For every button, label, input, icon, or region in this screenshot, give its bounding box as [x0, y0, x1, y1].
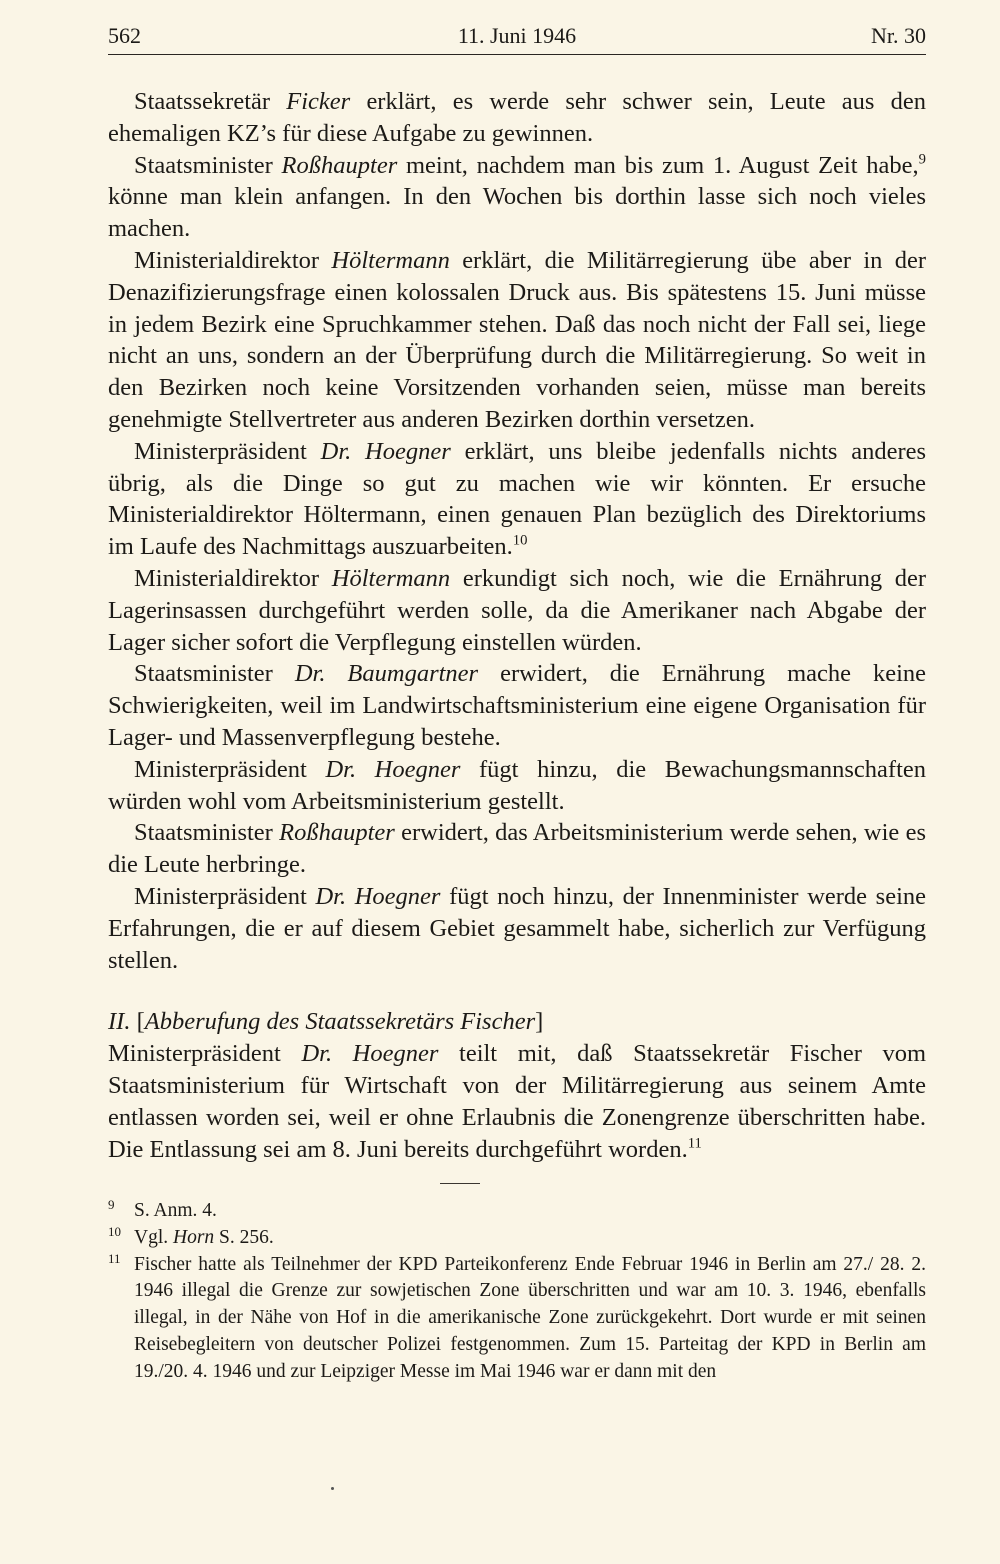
section-heading: II. [Abberufung des Staatssekretärs Fischer]: [108, 1008, 544, 1036]
footnote-text: Fischer hatte als Teilnehmer der KPD Parteikonferenz Ende Februar 1946 in Berlin am 27./ 28. 2. 1946 illegal die Grenze zur sowjetischen Zone überschritten und war am 10. 3. 1946, ebenfalls illegal, in der Nähe von Hof in die amerikanische Zone zurückgekehrt. Dort wurde er mit seinen Reisebegleitern von deutscher Polizei festgenommen. Zum 15. Parteitag der KPD in Berlin am 19./20. 4. 1946 und zur Leipziger Messe im Mai 1946 war er dann mit den: [134, 1253, 926, 1382]
paragraph-text: teilt mit, daß Staatssekretär Fischer vom Staatsministerium für Wirtschaft von der Militärregierung aus seinem Amte entlassen worden sei, weil er ohne Erlaubnis die Zonengrenze überschritten habe. Die Entlassung sei am 8. Juni bereits durchgeführt worden.: [108, 1040, 927, 1163]
footnote-number: 11: [108, 1250, 121, 1266]
paragraph: [108, 817, 926, 881]
paragraph: [108, 1038, 926, 1165]
paragraph: [108, 86, 926, 150]
footnotes: [108, 1198, 926, 1386]
speaker-name: Dr. Baumgartner: [294, 660, 479, 688]
speaker-role: Ministerialdirektor: [134, 246, 320, 274]
paper-speck: [331, 1487, 334, 1490]
footnote-text: S. Anm. 4.: [134, 1200, 217, 1221]
footnote-ref[interactable]: 9: [918, 151, 926, 168]
issue-number: Nr. 30: [871, 23, 926, 48]
footnote-divider: [440, 1183, 480, 1184]
speaker-role: Ministerialdirektor: [134, 564, 320, 592]
paragraph-text: erklärt, die Militärregierung übe aber in der Denazifizierungsfrage einen kolossalen Druck aus. Bis spätestens 15. Juni müsse in jedem Bezirk eine Spruchkammer stehen. Daß das noch nicht der Fall sei, liege nicht an uns, sondern an der Überprüfung durch die Militärregierung. So weit in den Bezirken noch keine Vorsitzenden vorhanden seien, müsse man bereits genehmigte Stellvertreter aus anderen Bezirken dorthin versetzen.: [108, 246, 927, 433]
paragraph: [108, 436, 926, 563]
footnote-number: 9: [108, 1197, 115, 1212]
main-text: [108, 86, 926, 1165]
speaker-name: Höltermann: [331, 246, 450, 274]
footnote: [108, 1198, 926, 1225]
paragraph: [108, 245, 926, 436]
running-header: [108, 18, 926, 55]
speaker-role: Ministerpräsident: [134, 755, 307, 783]
paragraph-text: fügt noch hinzu, der Innenminister werde seine Erfahrungen, die er auf diesem Gebiet gesammelt habe, sicherlich zur Verfügung stellen.: [108, 882, 927, 974]
paragraph-text: könne man klein anfangen. In den Wochen bis dorthin lasse sich noch vieles machen.: [108, 183, 926, 243]
paragraph: [108, 658, 926, 753]
footnote-ref[interactable]: 10: [512, 532, 528, 549]
speaker-role: Staatsminister: [134, 151, 273, 179]
speaker-role: Ministerpräsident: [108, 1040, 281, 1068]
paragraph-text: erwidert, die Ernährung mache keine Schwierigkeiten, weil im Landwirtschaftsministerium eine eigene Organisation für Lager- und Massenverpflegung bestehe.: [108, 660, 927, 751]
speaker-name: Roßhaupter: [279, 819, 395, 847]
paragraph: [108, 563, 926, 658]
paragraph-text: erwidert, das Arbeitsministerium werde sehen, wie es die Leute herbringe.: [108, 819, 926, 879]
speaker-name: Dr. Hoegner: [301, 1040, 439, 1068]
speaker-role: Ministerpräsident: [134, 882, 307, 910]
paragraph-text: meint, nachdem man bis zum 1. August Zeit habe,: [405, 151, 919, 179]
speaker-role: Staatsminister: [134, 819, 273, 847]
speaker-name: Ficker: [286, 88, 351, 115]
paragraph-text: erklärt, uns bleibe jedenfalls nichts anderes übrig, als die Dinge so gut zu machen wie wir könnten. Er ersuche Ministerialdirektor Höltermann, einen genauen Plan bezüglich des Direktoriums im Laufe des Nachmittags auszuarbeiten.: [108, 437, 927, 561]
speaker-name: Höltermann: [331, 564, 451, 592]
section-title: Abberufung des Staatssekretärs Fischer: [144, 1008, 536, 1036]
paragraph-text: erklärt, es werde sehr schwer sein, Leute aus den ehemaligen KZ’s für diese Aufgabe zu gewinnen.: [108, 88, 927, 147]
speaker-role: Ministerpräsident: [134, 437, 307, 465]
paragraph-text: erkundigt sich noch, wie die Ernährung der Lagerinsassen durchgeführt werden solle, da die Amerikaner nach Abgabe der Lager sicher sofort die Verpflegung einstellen würden.: [108, 564, 927, 656]
speaker-name: Dr. Hoegner: [325, 755, 461, 783]
speaker-name: Dr. Hoegner: [320, 437, 451, 465]
speaker-role: Staatssekretär: [134, 88, 271, 115]
header-date: 11. Juni 1946: [457, 23, 577, 48]
footnote-ref[interactable]: 11: [687, 1134, 702, 1151]
speaker-name: Roßhaupter: [281, 151, 398, 179]
section-numeral: II.: [108, 1008, 131, 1036]
paragraph: [108, 754, 926, 818]
paragraph: [108, 881, 926, 976]
footnote-cited-author: Horn: [173, 1226, 215, 1248]
speaker-name: Dr. Hoegner: [315, 882, 441, 910]
footnote: [108, 1225, 926, 1252]
footnote-text: Vgl.: [134, 1226, 173, 1248]
paragraph: [108, 150, 926, 245]
footnote-text: S. 256.: [214, 1226, 274, 1248]
footnote: [108, 1252, 926, 1386]
page-number: 562: [108, 23, 141, 48]
footnote-number: 10: [108, 1223, 121, 1239]
paragraph-text: fügt hinzu, die Bewachungsmannschaften würden wohl vom Arbeitsministerium gestellt.: [108, 755, 927, 815]
speaker-role: Staatsminister: [134, 660, 273, 688]
